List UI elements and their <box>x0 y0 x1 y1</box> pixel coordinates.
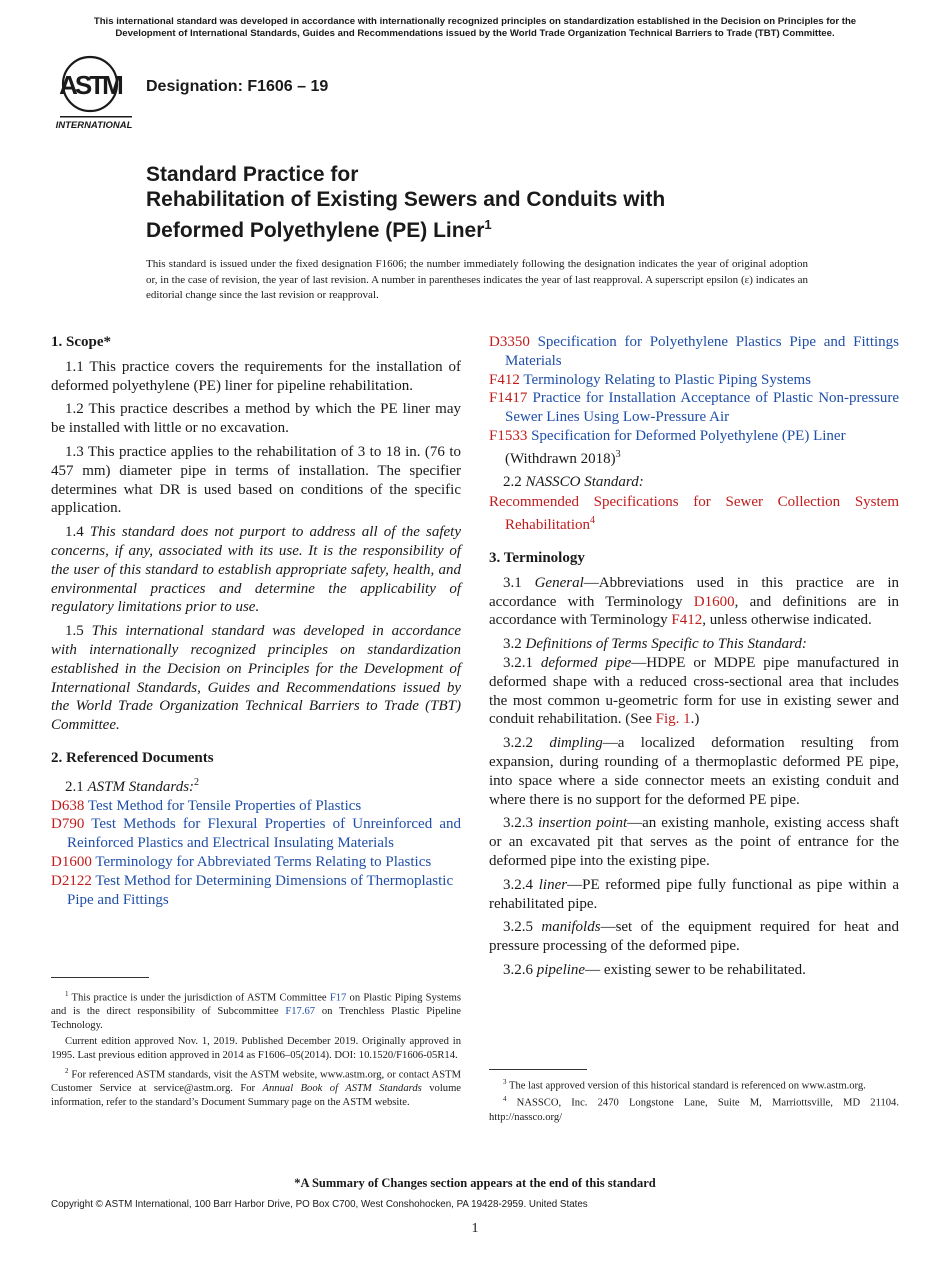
scope-1-4: 1.4 This standard does not purport to address all of the safety concerns, if any, associated with its use. It is the responsibility of the user of this standard to establish appropriate safety, health, and environmental practices and determine the applicability of regulatory limitations prior to use. <box>51 524 462 616</box>
right-column <box>489 333 899 985</box>
title-line3: Deformed Polyethylene (PE) Liner$^1$ <box>146 217 492 242</box>
logo-letters: ASTM <box>59 70 121 100</box>
ref-nassco[interactable]: Recommended Specifications for Sewer Collection System Rehabilitation$^4$ <box>489 494 899 534</box>
ref-f1417[interactable]: F1417 Practice for Installation Acceptance of Plastic Non-pressure Sewer Lines Using Low-Pressure Air <box>489 390 899 426</box>
terminology-heading: 3. Terminology <box>489 549 585 566</box>
ref-f412[interactable]: F412 Terminology Relating to Plastic Piping Systems <box>489 371 812 388</box>
astm-standards-label: 2.1 ASTM Standards:$^2$ <box>65 776 200 795</box>
top-notice-line2: Development of International Standards, Guides and Recommendations issued by the World Trade Organization Technical Barriers to Trade (TBT) Committee. <box>115 28 835 39</box>
footnote-4: $^4$ NASSCO, Inc. 2470 Longstone Lane, Suite M, Marriottsville, MD 21104. http://nassco.org/ <box>489 1095 900 1123</box>
left-column <box>51 333 461 909</box>
document-title <box>146 162 866 243</box>
footnotes-left <box>51 988 461 1109</box>
page-number: 1 <box>471 1221 479 1236</box>
footnote-3: $^3$ The last approved version of this historical standard is referenced on www.astm.org. <box>503 1078 866 1092</box>
scope-1-3: 1.3 This practice applies to the rehabilitation of 3 to 18 in. (76 to 457 mm) diameter pipe in terms of installation. The specifier determines what DR is used based on conditions of the specific application. <box>51 443 461 517</box>
term-3-2-2: 3.2.2 dimpling—a localized deformation resulting from expansion, during rounding of a thermoplastic deformed PE pipe, into space where a side connector meets an existing conduit and where there is no support for the deformed PE pipe. <box>489 735 900 808</box>
astm-logo <box>50 54 136 134</box>
top-notice-line1: This international standard was developed in accordance with internationally recognized principles on standardization established in the Decision on Principles for the <box>93 16 857 27</box>
ref-d3350[interactable]: D3350 Specification for Polyethylene Plastics Pipe and Fittings Materials <box>489 334 899 369</box>
intro-paragraph: This standard is issued under the fixed designation F1606; the number immediately following the designation indicates the year of original adoption or, in the case of revision, the year of last revision. A number in parentheses indicates the year of last reapproval. A superscript epsilon (ε) indicates an editorial change since the last revision or reapproval. <box>146 258 808 302</box>
term-3-2-4: 3.2.4 liner—PE reformed pipe fully functional as pipe within a rehabilitated pipe. <box>489 876 899 912</box>
footnote-2: $^2$ For referenced ASTM standards, visit the ASTM website, www.astm.org, or contact ASTM Customer Service at service@astm.org. For Annual Book of ASTM Standards volume information, refer to the standard’s Document Summary page on the ASTM website. <box>51 1066 462 1108</box>
astm-logo-mark <box>50 54 136 134</box>
logo-international: INTERNATIONAL <box>55 120 133 131</box>
refdocs-heading: 2. Referenced Documents <box>51 749 214 766</box>
footnote-1-edition: Current edition approved Nov. 1, 2019. Published December 2019. Originally approved in 1995. Last previous edition approved in 2014 as F1606–05(2014). DOI: 10.1520/F1606-05R14. <box>51 1035 461 1061</box>
footnote-1: $^1$ This practice is under the jurisdiction of ASTM Committee F17 on Plastic Piping Systems and is the direct responsibility of Subcommittee F17.67 on Trenchless Plastic Pipeline Technology. <box>51 990 461 1032</box>
title-line2: Rehabilitation of Existing Sewers and Conduits with <box>146 188 666 211</box>
ref-d2122[interactable]: D2122 Test Method for Determining Dimensions of Thermoplastic Pipe and Fittings <box>51 872 454 908</box>
copyright: Copyright © ASTM International, 100 Barr Harbor Drive, PO Box C700, West Conshohocken, PA 19428-2959. United States <box>51 1199 588 1210</box>
term-3-2-3: 3.2.3 insertion point—an existing manhole, existing access shaft or an excavated pit that serves as the point of entrance for the deformed pipe into the existing pipe. <box>489 815 900 869</box>
ref-d1600[interactable]: D1600 Terminology for Abbreviated Terms Relating to Plastics <box>51 853 432 870</box>
footnote-divider-right <box>489 1069 587 1070</box>
top-notice <box>40 16 910 40</box>
term-3-2-5: 3.2.5 manifolds—set of the equipment required for heat and pressure processing of the deformed pipe. <box>489 919 900 955</box>
nassco-label: 2.2 NASSCO Standard: <box>503 473 644 490</box>
ref-f1533[interactable]: F1533 Specification for Deformed Polyethylene (PE) Liner (Withdrawn 2018)$^3$ <box>489 427 846 467</box>
ref-d638[interactable]: D638 Test Method for Tensile Properties of Plastics <box>51 797 362 814</box>
scope-1-5: 1.5 This international standard was developed in accordance with internationally recognized principles on standardization established in the Decision on Principles for the Development of International Standards, Guides and Recommendations issued by the World Trade Organization Technical Barriers to Trade (TBT) Committee. <box>51 623 462 734</box>
footnotes-right <box>489 1076 899 1124</box>
term-3-1: 3.1 General—Abbreviations used in this practice are in accordance with Terminology D1600, and definitions are in accordance with Terminology F412, unless otherwise indicated. <box>489 574 900 629</box>
title-footnote-mark: 1 <box>484 217 492 232</box>
term-3-2: 3.2 Definitions of Terms Specific to This Standard: <box>503 636 807 653</box>
term-3-2-6: 3.2.6 pipeline— existing sewer to be rehabilitated. <box>503 961 806 978</box>
footnote-divider-left <box>51 977 149 978</box>
scope-heading: 1. Scope* <box>51 334 111 350</box>
scope-1-1: 1.1 This practice covers the requirements for the installation of deformed polyethylene (PE) liner for pipeline rehabilitation. <box>51 358 461 394</box>
title-line1: Standard Practice for <box>146 163 359 186</box>
summary-of-changes-note: *A Summary of Changes section appears at the end of this standard <box>294 1176 656 1190</box>
ref-d790[interactable]: D790 Test Methods for Flexural Properties of Unreinforced and Reinforced Plastics and Electrical Insulating Materials <box>51 816 462 852</box>
scope-1-2: 1.2 This practice describes a method by which the PE liner may be installed with little or no excavation. <box>51 401 461 437</box>
term-3-2-1: 3.2.1 deformed pipe—HDPE or MDPE pipe manufactured in deformed shape with a reduced cross-sectional area that includes the most common u-geometric form for use in existing sewer and conduit rehabilitation. (See Fig. 1.) <box>489 654 899 728</box>
designation: Designation: F1606 – 19 <box>146 78 329 95</box>
